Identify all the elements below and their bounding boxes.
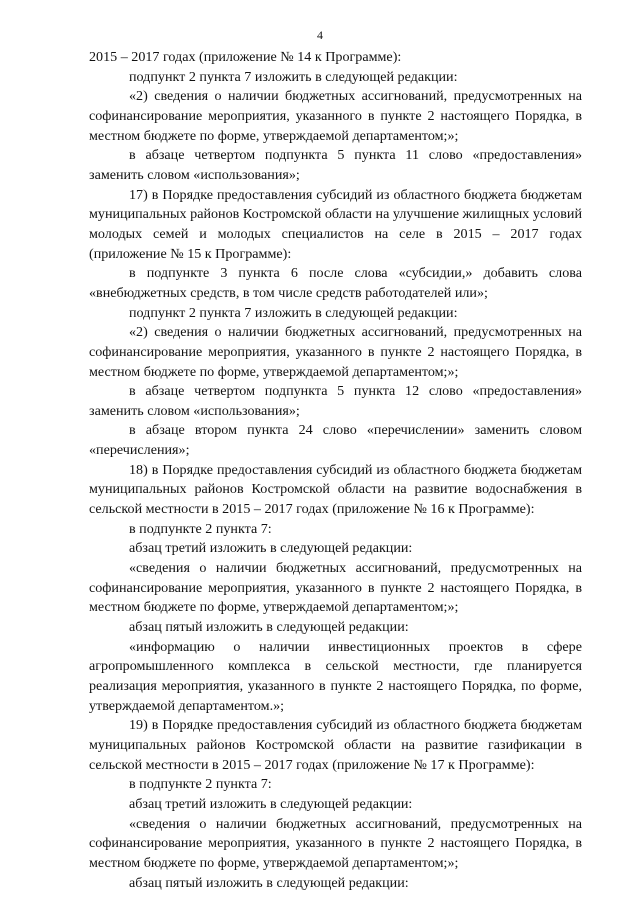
paragraph: в подпункте 2 пункта 7: [129,520,272,537]
paragraph: в подпункте 2 пункта 7: [129,776,272,793]
paragraph: подпункт 2 пункта 7 изложить в следующей редакции: [129,68,458,85]
page-number: 4 [317,28,323,42]
paragraph: абзац пятый изложить в следующей редакции: [129,874,409,891]
paragraph: «информацию о наличии инвестиционных проектов в сфере агропромышленного комплекса в сельской местности, где планируется реализация мероприятия, указанного в пункте 2 настоящего Порядка, по форме, утверждаемой департаментом.»; [89,638,582,714]
paragraph: абзац третий изложить в следующей редакции: [129,540,413,557]
paragraph: абзац пятый изложить в следующей редакции: [129,619,409,636]
paragraph: 19) в Порядке предоставления субсидий из областного бюджета бюджетам муниципальных районов Костромской области на развитие газификации в сельской местности в 2015 – 2017 годах (приложение № 17 к Программе): [89,717,582,773]
paragraph: в абзаце четвертом подпункта 5 пункта 11 слово «предоставления» заменить словом «использования»; [89,147,582,183]
paragraph: в абзаце четвертом подпункта 5 пункта 12 слово «предоставления» заменить словом «использования»; [89,383,582,419]
paragraph: «2) сведения о наличии бюджетных ассигнований, предусмотренных на софинансирование мероприятия, указанного в пункте 2 настоящего Порядка, в местном бюджете по форме, утверждаемой департаментом;»; [89,88,582,144]
document-body [89,48,582,893]
paragraph: абзац третий изложить в следующей редакции: [129,795,413,812]
paragraph: 2015 – 2017 годах (приложение № 14 к Программе): [89,49,402,65]
paragraph: 18) в Порядке предоставления субсидий из областного бюджета бюджетам муниципальных районов Костромской области на развитие водоснабжения в сельской местности в 2015 – 2017 годах (приложение № 16 к Программе): [89,461,582,518]
paragraph: подпункт 2 пункта 7 изложить в следующей редакции: [129,304,458,321]
paragraph: в подпункте 3 пункта 6 после слова «субсидии,» добавить слова «внебюджетных средств, в том числе средств работодателей или»; [89,265,582,301]
paragraph: «2) сведения о наличии бюджетных ассигнований, предусмотренных на софинансирование мероприятия, указанного в пункте 2 настоящего Порядка, в местном бюджете по форме, утверждаемой департаментом;»; [89,324,582,380]
paragraph: в абзаце втором пункта 24 слово «перечислении» заменить словом «перечисления»; [89,422,582,459]
paragraph: «сведения о наличии бюджетных ассигнований, предусмотренных на софинансирование мероприятия, указанного в пункте 2 настоящего Порядка, в местном бюджете по форме, утверждаемой департаментом;»; [89,560,582,616]
paragraph: «сведения о наличии бюджетных ассигнований, предусмотренных на софинансирование мероприятия, указанного в пункте 2 настоящего Порядка, в местном бюджете по форме, утверждаемой департаментом;»; [89,815,582,871]
paragraph: 17) в Порядке предоставления субсидий из областного бюджета бюджетам муниципальных районов Костромской области на улучшение жилищных условий молодых семей и молодых специалистов на селе в 2015 – 2017 годах (приложение № 15 к Программе): [89,186,582,262]
